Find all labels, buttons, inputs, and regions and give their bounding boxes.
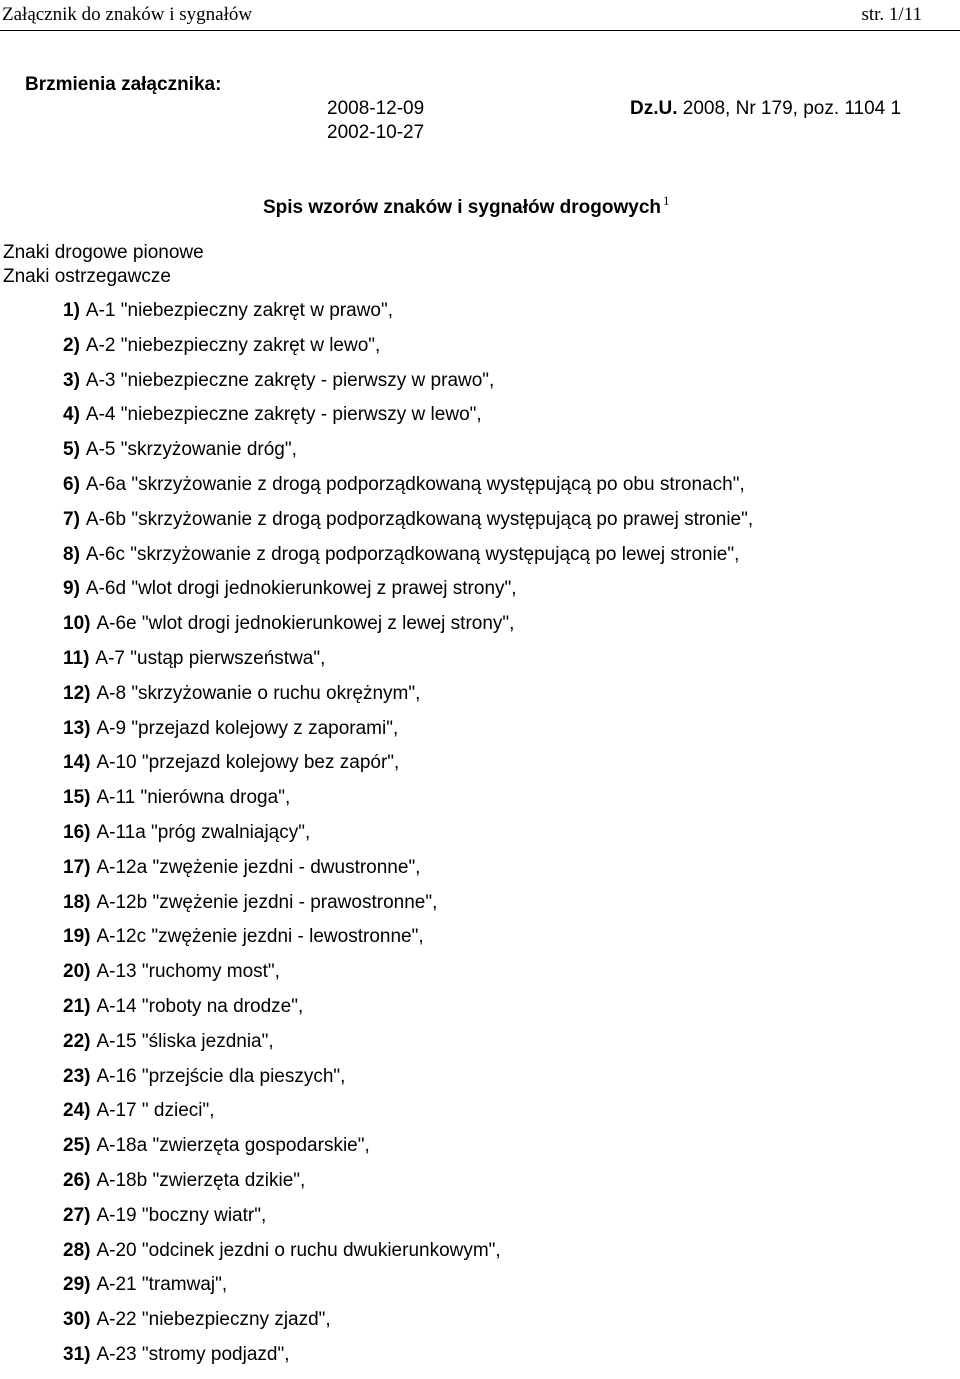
list-item bbox=[63, 1135, 753, 1170]
list-item-text: A-6b "skrzyżowanie z drogą podporządkowaną występującą po prawej stronie", bbox=[85, 508, 754, 530]
list-item-text: A-1 "niebezpieczny zakręt w prawo", bbox=[85, 300, 393, 321]
list-item-text: A-16 "przejście dla pieszych", bbox=[96, 1065, 346, 1087]
section-heading: Znaki drogowe pionowe bbox=[3, 242, 204, 263]
list-item-number: 23) bbox=[63, 1065, 91, 1087]
list-item-number: 7) bbox=[63, 508, 80, 530]
list-item bbox=[63, 578, 753, 613]
list-item-text: A-20 "odcinek jezdni o ruchu dwukierunkowym", bbox=[96, 1239, 501, 1261]
list-item-number: 24) bbox=[63, 1100, 91, 1122]
header-title: Załącznik do znaków i sygnałów bbox=[2, 4, 253, 25]
list-item-text: A-5 "skrzyżowanie dróg", bbox=[85, 439, 297, 461]
list-item-number: 26) bbox=[63, 1169, 91, 1191]
list-item-number: 21) bbox=[63, 995, 91, 1017]
list-item-number: 30) bbox=[63, 1309, 91, 1331]
list-item bbox=[63, 822, 753, 857]
list-item bbox=[63, 474, 753, 509]
list-item bbox=[63, 996, 753, 1031]
list-item bbox=[63, 1274, 753, 1309]
list-item-number: 3) bbox=[63, 369, 80, 391]
sign-list bbox=[63, 300, 753, 1379]
list-item-number: 5) bbox=[63, 439, 80, 461]
list-item-number: 2) bbox=[63, 334, 80, 356]
list-item bbox=[63, 544, 753, 579]
list-item-number: 11) bbox=[63, 647, 90, 669]
list-item-number: 8) bbox=[63, 543, 80, 565]
page-number: str. 1/11 bbox=[861, 4, 922, 25]
list-item-text: A-12a "zwężenie jezdni - dwustronne", bbox=[96, 856, 421, 878]
list-item-text: A-11 "nierówna droga", bbox=[96, 787, 291, 809]
list-item-text: A-2 "niebezpieczny zakręt w lewo", bbox=[85, 334, 381, 356]
page-header bbox=[0, 0, 960, 31]
list-item bbox=[63, 404, 753, 439]
document-title-text: Spis wzorów znaków i sygnałów drogowych bbox=[263, 197, 661, 218]
list-item-number: 15) bbox=[63, 787, 91, 809]
list-item-text: A-12c "zwężenie jezdni - lewostronne", bbox=[96, 926, 424, 948]
list-item-number: 9) bbox=[63, 578, 80, 600]
amendment-date-2: 2002-10-27 bbox=[327, 122, 425, 143]
list-item-text: A-8 "skrzyżowanie o ruchu okrężnym", bbox=[96, 682, 421, 704]
list-item-text: A-7 "ustąp pierwszeństwa", bbox=[95, 647, 326, 669]
list-item-number: 27) bbox=[63, 1204, 91, 1226]
list-item bbox=[63, 439, 753, 474]
list-item bbox=[63, 1170, 753, 1205]
amendments-label: Brzmienia załącznika: bbox=[25, 74, 222, 95]
list-item-text: A-18b "zwierzęta dzikie", bbox=[96, 1169, 306, 1191]
list-item-number: 19) bbox=[63, 926, 91, 948]
list-item-text: A-6e "wlot drogi jednokierunkowej z lewej strony", bbox=[96, 613, 515, 635]
list-item bbox=[63, 787, 753, 822]
list-item bbox=[63, 509, 753, 544]
list-item-number: 28) bbox=[63, 1239, 91, 1261]
list-item bbox=[63, 1240, 753, 1275]
list-item bbox=[63, 370, 753, 405]
list-item-number: 10) bbox=[63, 613, 91, 635]
list-item bbox=[63, 1205, 753, 1240]
footnote-marker: 1 bbox=[663, 193, 670, 208]
list-item bbox=[63, 1031, 753, 1066]
list-item-text: A-4 "niebezpieczne zakręty - pierwszy w lewo", bbox=[85, 404, 482, 426]
amendment-reference-journal: Dz.U. bbox=[630, 98, 678, 119]
list-item bbox=[63, 857, 753, 892]
list-item-text: A-22 "niebezpieczny zjazd", bbox=[96, 1309, 331, 1331]
list-item-number: 12) bbox=[63, 682, 91, 704]
list-item bbox=[63, 648, 753, 683]
list-item-number: 31) bbox=[63, 1343, 91, 1365]
list-item-number: 13) bbox=[63, 717, 91, 739]
list-item-number: 17) bbox=[63, 856, 91, 878]
list-item bbox=[63, 683, 753, 718]
list-item bbox=[63, 300, 753, 335]
list-item-text: A-6a "skrzyżowanie z drogą podporządkowaną występującą po obu stronach", bbox=[85, 473, 745, 495]
list-item-number: 20) bbox=[63, 961, 91, 983]
subsection-heading: Znaki ostrzegawcze bbox=[3, 266, 171, 287]
list-item bbox=[63, 1100, 753, 1135]
list-item-number: 25) bbox=[63, 1135, 91, 1157]
list-item-number: 18) bbox=[63, 891, 91, 913]
list-item-text: A-17 " dzieci", bbox=[96, 1100, 215, 1122]
amendment-reference bbox=[630, 98, 901, 120]
list-item-number: 4) bbox=[63, 404, 80, 426]
list-item bbox=[63, 752, 753, 787]
list-item-number: 1) bbox=[63, 300, 80, 321]
amendment-date-1: 2008-12-09 bbox=[327, 98, 425, 119]
list-item-number: 29) bbox=[63, 1274, 91, 1296]
list-item-number: 6) bbox=[63, 473, 80, 495]
list-item-text: A-6c "skrzyżowanie z drogą podporządkowaną występującą po lewej stronie", bbox=[85, 543, 740, 565]
list-item bbox=[63, 961, 753, 996]
list-item-text: A-15 "śliska jezdnia", bbox=[96, 1030, 274, 1052]
list-item-text: A-9 "przejazd kolejowy z zaporami", bbox=[96, 717, 399, 739]
list-item bbox=[63, 718, 753, 753]
list-item bbox=[63, 1344, 753, 1379]
list-item-text: A-13 "ruchomy most", bbox=[96, 961, 280, 983]
list-item bbox=[63, 1066, 753, 1101]
list-item-text: A-6d "wlot drogi jednokierunkowej z prawej strony", bbox=[85, 578, 517, 600]
amendment-reference-detail: 2008, Nr 179, poz. 1104 1 bbox=[682, 98, 902, 119]
list-item bbox=[63, 613, 753, 648]
list-item-text: A-12b "zwężenie jezdni - prawostronne", bbox=[96, 891, 438, 913]
list-item-text: A-21 "tramwaj", bbox=[96, 1274, 228, 1296]
list-item-text: A-14 "roboty na drodze", bbox=[96, 995, 304, 1017]
list-item bbox=[63, 335, 753, 370]
list-item-number: 22) bbox=[63, 1030, 91, 1052]
document-title bbox=[263, 193, 670, 219]
list-item bbox=[63, 892, 753, 927]
list-item-text: A-23 "stromy podjazd", bbox=[96, 1343, 290, 1365]
list-item-text: A-19 "boczny wiatr", bbox=[96, 1204, 267, 1226]
list-item-number: 14) bbox=[63, 752, 91, 774]
list-item-number: 16) bbox=[63, 821, 91, 843]
list-item bbox=[63, 926, 753, 961]
list-item-text: A-18a "zwierzęta gospodarskie", bbox=[96, 1135, 370, 1157]
list-item-text: A-3 "niebezpieczne zakręty - pierwszy w prawo", bbox=[85, 369, 495, 391]
list-item-text: A-10 "przejazd kolejowy bez zapór", bbox=[96, 752, 400, 774]
list-item-text: A-11a "próg zwalniający", bbox=[96, 821, 311, 843]
list-item bbox=[63, 1309, 753, 1344]
